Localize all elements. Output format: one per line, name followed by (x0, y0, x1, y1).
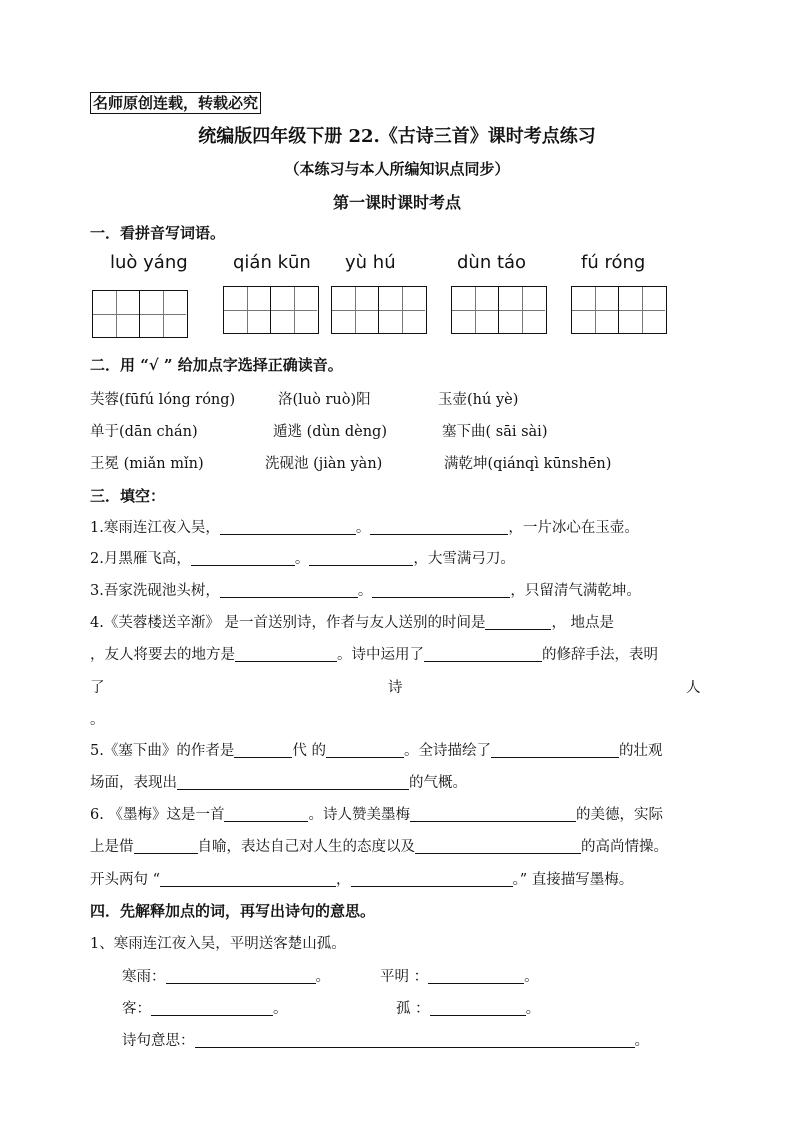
reading-item[interactable]: 塞下曲( sāi sài) (442, 424, 548, 440)
poem-line: 1、寒雨连江夜入吴，平明送客楚山孤。 (90, 936, 346, 952)
blank[interactable] (160, 870, 336, 887)
blank[interactable] (491, 741, 619, 758)
copyright-stamp: 名师原创连载，转载必究 (90, 92, 261, 114)
writing-box-2[interactable] (223, 286, 319, 334)
reading-item[interactable]: 满乾坤(qiánqì kūnshēn) (444, 456, 612, 472)
pinyin-1: luò yáng (110, 252, 188, 273)
blank[interactable] (220, 518, 356, 535)
reading-item[interactable]: 王冕 (miǎn mǐn) (90, 456, 204, 472)
fill-q4-line3b: 诗 (388, 680, 403, 696)
blank[interactable] (326, 741, 404, 758)
section1-heading: 一．看拼音写词语。 (90, 224, 226, 242)
blank[interactable] (415, 837, 581, 854)
blank[interactable] (410, 805, 576, 822)
blank[interactable] (309, 549, 413, 566)
blank[interactable] (134, 837, 198, 854)
fill-q1: 1.寒雨连江夜入吴， 。 ，一片冰心在玉壶。 (90, 520, 639, 536)
fill-q4-line4: 。 (90, 712, 105, 728)
lesson-title: 第一课时课时考点 (332, 193, 461, 212)
explain-ke: 客： 。 (122, 1001, 288, 1017)
blank[interactable] (372, 581, 510, 598)
page-title: 统编版四年级下册 22.《古诗三首》课时考点练习 (198, 126, 596, 147)
section2-heading: 二．用 “√ ” 给加点字选择正确读音。 (90, 356, 343, 374)
blank[interactable] (370, 518, 508, 535)
blank[interactable] (177, 773, 409, 790)
blank[interactable] (485, 613, 551, 630)
pinyin-3: yù hú (345, 252, 396, 273)
explain-gu: 孤 ： 。 (396, 1001, 541, 1017)
blank[interactable] (424, 645, 542, 662)
blank[interactable] (166, 967, 316, 984)
reading-item[interactable]: 洗砚池 (jiàn yàn) (265, 456, 383, 472)
writing-box-5[interactable] (571, 286, 667, 334)
page-subtitle: （本练习与本人所编知识点同步） (284, 160, 510, 178)
fill-q4-line2: ，友人将要去的地方是 。诗中运用了 的修辞手法，表明 (90, 647, 658, 663)
writing-box-1[interactable] (92, 290, 188, 338)
section3-heading: 三．填空： (90, 487, 166, 505)
blank[interactable] (428, 967, 524, 984)
fill-q4-line3a: 了 (90, 680, 105, 696)
fill-q5-line2: 场面，表现出 的气概。 (90, 775, 467, 791)
section4-heading: 四．先解释加点的词，再写出诗句的意思。 (90, 902, 376, 920)
fill-q6-line2: 上是借 自喻，表达自己对人生的态度以及 的高尚情操。 (90, 839, 668, 855)
blank[interactable] (195, 1031, 635, 1048)
writing-box-3[interactable] (331, 286, 427, 334)
pinyin-5: fú róng (581, 252, 646, 273)
blank[interactable] (351, 870, 513, 887)
fill-q2: 2.月黑雁飞高， 。 ，大雪满弓刀。 (90, 551, 515, 567)
blank[interactable] (224, 805, 308, 822)
explain-hanyu: 寒雨： 。 (122, 969, 330, 985)
blank[interactable] (234, 741, 292, 758)
explain-pingming: 平明 ： 。 (380, 969, 539, 985)
pinyin-2: qián kūn (233, 252, 311, 273)
fill-q6-line1: 6. 《墨梅》这是一首 。诗人赞美墨梅 的美德，实际 (90, 807, 663, 823)
blank[interactable] (220, 581, 358, 598)
writing-box-4[interactable] (451, 286, 547, 334)
reading-item[interactable]: 遁逃 (dùn dèng) (273, 424, 387, 440)
explain-meaning: 诗句意思： 。 (122, 1033, 649, 1049)
blank[interactable] (191, 549, 295, 566)
fill-q4-line3c: 人 (686, 680, 701, 696)
reading-item[interactable]: 芙蓉(fūfú lóng róng) (90, 392, 236, 408)
fill-q3: 3.吾家洗砚池头树， 。 ，只留清气满乾坤。 (90, 583, 641, 599)
reading-item[interactable]: 单于(dān chán) (90, 424, 198, 440)
pinyin-4: dùn táo (457, 252, 527, 273)
fill-q4-line1: 4.《芙蓉楼送辛渐》 是一首送别诗，作者与友人送别的时间是 ， 地点是 (90, 615, 615, 631)
reading-item[interactable]: 洛(luò ruò)阳 (278, 392, 371, 408)
fill-q6-line3: 开头两句 “ ， 。” 直接描写墨梅。 (90, 872, 634, 888)
blank[interactable] (235, 645, 337, 662)
reading-item[interactable]: 玉壶(hú yè) (438, 392, 519, 408)
blank[interactable] (151, 999, 273, 1016)
fill-q5-line1: 5.《塞下曲》的作者是 代 的 。全诗描绘了 的壮观 (90, 743, 663, 759)
blank[interactable] (430, 999, 526, 1016)
